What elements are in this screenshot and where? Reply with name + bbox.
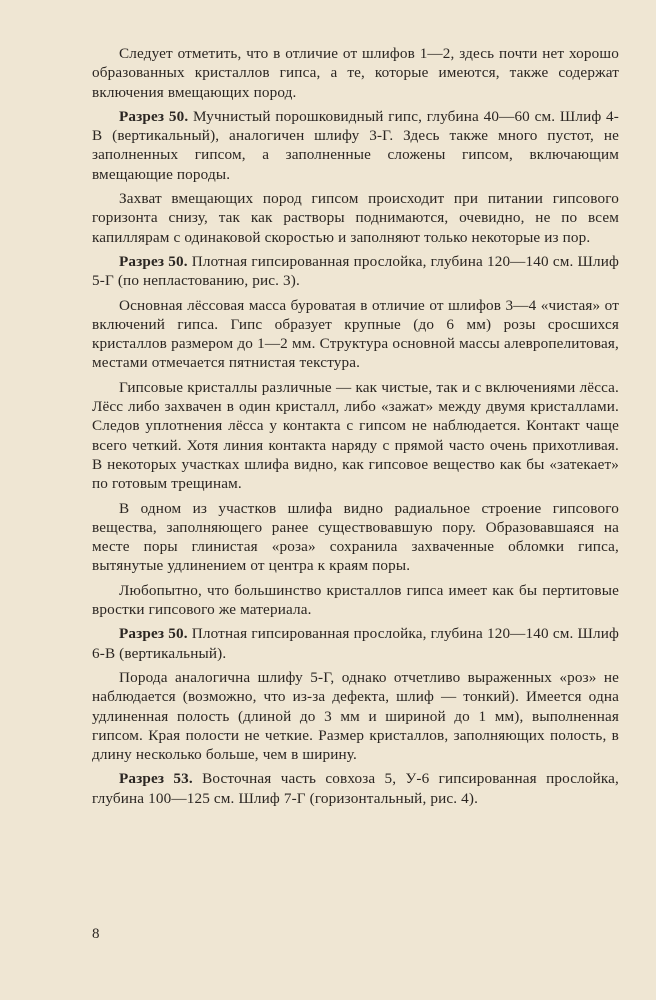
paragraph-9-text: Плотная гипсированная прослойка, глубина 120—140 см. Шлиф 6-В (вертикальный). [92, 625, 620, 662]
paragraph-2-heading: Разрез 50. [119, 107, 189, 125]
paragraph-1 [92, 44, 619, 102]
paragraph-4-text: Плотная гипсированная прослойка, глубина 120—140 см. Шлиф 5-Г (по непластованию, рис. 3). [92, 252, 620, 290]
paragraph-11 [92, 769, 619, 808]
paragraph-10-text: Порода аналогична шлифу 5-Г, однако отчетливо выраженных «роз» не наблюдается (возможно, что из-за дефекта, шлиф — тонкий). Имеется одна удлиненная полость (длиной до 3 мм и шириной до 1 мм), выполненная гипсом. Края полости не четкие. Размер кристаллов, заполняющих полость, в длину несколько больше, чем в ширину. [92, 668, 619, 764]
paragraph-11-text: Восточная часть совхоза 5, У-6 гипсированная прослойка, глубина 100—125 см. Шлиф 7-Г (горизонтальный, рис. 4). [92, 770, 619, 807]
paragraph-3 [92, 189, 619, 247]
paragraph-1-text: Следует отметить, что в отличие от шлифов 1—2, здесь почти нет хорошо образованных кристаллов гипса, а те, которые имеются, также содержат включения вмещающих пород. [92, 45, 619, 101]
paragraph-6 [92, 378, 619, 494]
paragraph-2-text: Мучнистый порошковидный гипс, глубина 40—60 см. Шлиф 4-В (вертикальный), аналогичен шлифу 3-Г. Здесь также много пустот, не заполненных гипсом, а заполненные сложены гипсом, включающим вмещающие породы. [92, 107, 620, 183]
page-number: 8 [92, 926, 100, 942]
paragraph-2 [92, 107, 619, 184]
paragraph-8-text: Любопытно, что большинство кристаллов гипса имеет как бы пертитовые вростки гипсового же материала. [92, 581, 619, 619]
paragraph-4-heading: Разрез 50. [119, 252, 188, 270]
paragraph-9-heading: Разрез 50. [119, 625, 188, 643]
paragraph-4 [92, 252, 619, 291]
paragraph-3-text: Захват вмещающих пород гипсом происходит при питании гипсового горизонта снизу, так как растворы поднимаются, очевидно, не по всем капиллярам с одинаковой скоростью и заполняют только некоторые из пор. [92, 190, 619, 246]
paragraph-7 [92, 499, 619, 576]
paragraph-5 [92, 296, 619, 373]
body-text [92, 44, 619, 808]
paragraph-5-text: Основная лёссовая масса буроватая в отличие от шлифов 3—4 «чистая» от включений гипса. Гипс образует крупные (до 6 мм) розы сросшихся кристаллов размером до 1—2 мм. Структура основной массы алевропелитовая, местами отмечается пятнистая текстура. [92, 296, 619, 372]
paragraph-9 [92, 624, 619, 663]
paragraph-11-heading: Разрез 53. [119, 770, 193, 788]
paragraph-7-text: В одном из участков шлифа видно радиальное строение гипсового вещества, заполняющего ранее существовавшую пору. Образовавшаяся на месте поры глинистая «роза» сохранила захваченные обломки гипса, вытянутые удлинением от центра к краям поры. [92, 499, 619, 575]
paragraph-8 [92, 581, 619, 620]
paragraph-10 [92, 668, 619, 764]
paragraph-6-text: Гипсовые кристаллы различные — как чистые, так и с включениями лёсса. Лёсс либо захвачен в один кристалл, либо «зажат» между двумя кристаллами. Следов уплотнения лёсса у контакта с гипсом не наблюдается. Контакт чаще всего четкий. Хотя линия контакта наряду с прямой часто очень прихотливая. В некоторых участках шлифа видно, как гипсовое вещество как бы «затекает» по готовым трещинам. [92, 378, 619, 493]
